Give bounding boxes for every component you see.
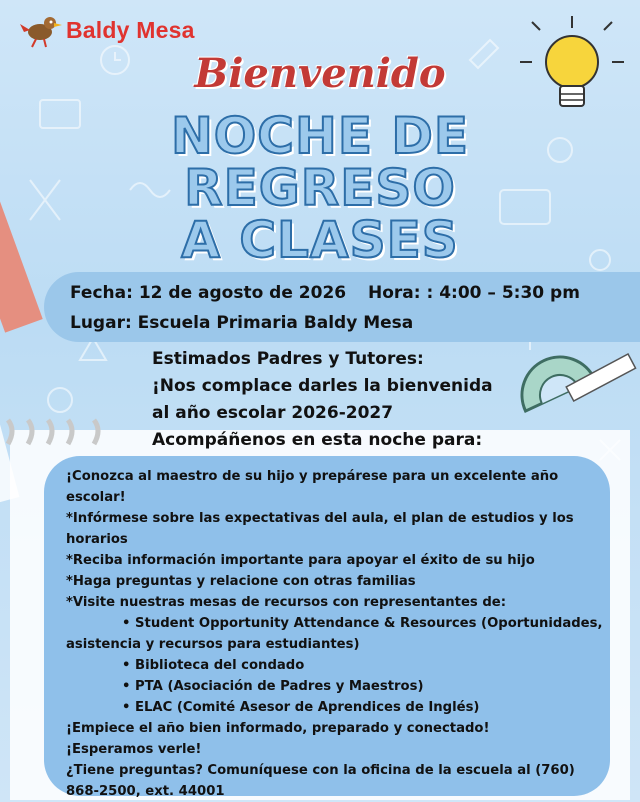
title-line: A CLASES	[181, 211, 459, 269]
event-time: Hora: : 4:00 – 5:30 pm	[368, 283, 580, 303]
resource-item: • ELAC (Comité Asesor de Aprendices de Inglés)	[122, 700, 480, 715]
event-title	[0, 107, 640, 269]
details-line: ¡Conozca al maestro de su hijo y prepárese para un excelente año escolar!	[66, 469, 559, 505]
event-location: Lugar: Escuela Primaria Baldy Mesa	[70, 313, 414, 333]
resource-item: • Biblioteca del condado	[122, 658, 305, 673]
details-line: *Haga preguntas y relacione con otras familias	[66, 574, 416, 589]
resource-item: • Student Opportunity Attendance & Resources (Oportunidades, asistencia y recursos para estudiantes)	[66, 616, 603, 652]
intro-message	[152, 346, 493, 454]
title-line: REGRESO	[184, 159, 456, 217]
roadrunner-mascot-icon	[20, 12, 62, 48]
details-line: *Infórmese sobre las expectativas del aula, el plan de estudios y los horarios	[66, 511, 574, 547]
details-line: *Visite nuestras mesas de recursos con representantes de:	[66, 595, 506, 610]
intro-line: ¡Nos complace darles la bienvenida	[152, 376, 493, 396]
intro-line: al año escolar 2026-2027	[152, 403, 394, 423]
brand-logo	[20, 12, 195, 48]
details-line: ¡Empiece el año bien informado, preparado y conectado!	[66, 721, 490, 736]
welcome-heading: Bienvenido	[194, 50, 446, 97]
details-text	[66, 466, 606, 802]
protractor-icon	[510, 345, 595, 412]
details-line: ¡Esperamos verle!	[66, 742, 202, 757]
brand-name: Baldy Mesa	[66, 16, 195, 43]
intro-line: Estimados Padres y Tutores:	[152, 349, 424, 369]
title-line: NOCHE DE	[170, 107, 470, 165]
event-date: Fecha: 12 de agosto de 2026	[70, 283, 347, 303]
contact-line: ¿Tiene preguntas? Comuníquese con la oficina de la escuela al (760) 868-2500, ext. 44001	[66, 763, 575, 799]
intro-line: Acompáñenos en esta noche para:	[152, 430, 483, 450]
details-line: *Reciba información importante para apoyar el éxito de su hijo	[66, 553, 535, 568]
resource-item: • PTA (Asociación de Padres y Maestros)	[122, 679, 424, 694]
